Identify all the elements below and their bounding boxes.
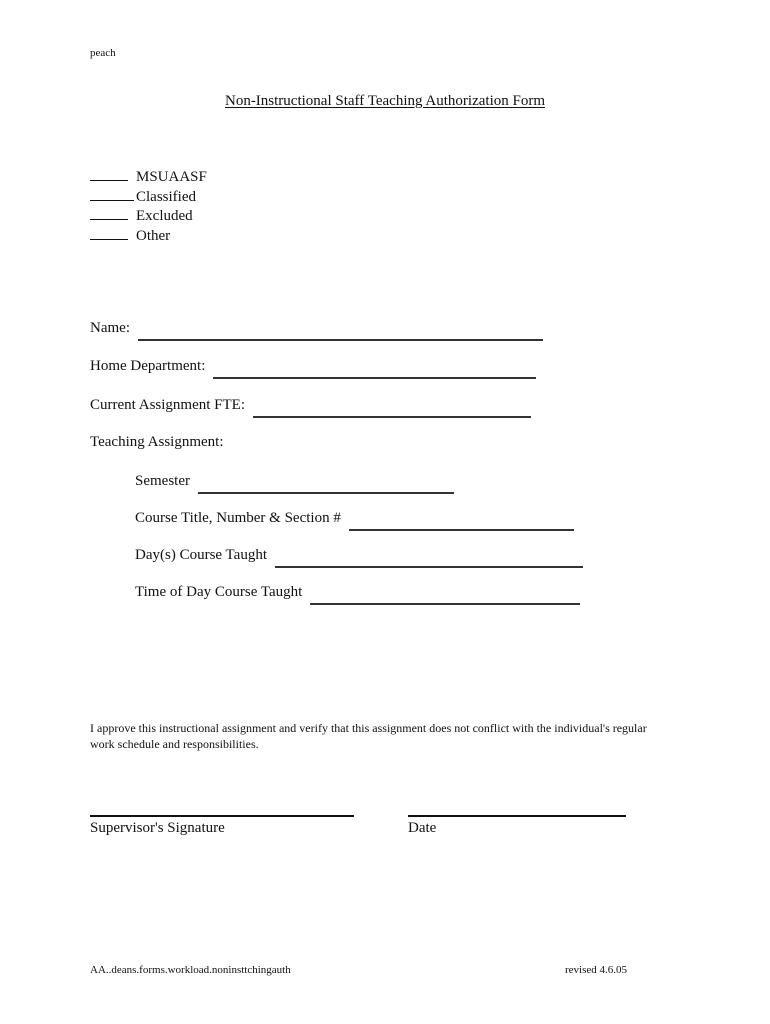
name-field [90,320,543,337]
category-item-classified [90,186,207,206]
semester-label: Semester [135,473,190,489]
category-item-other [90,225,207,245]
supervisor-signature-label: Supervisor's Signature [90,820,225,836]
footer-revision: revised 4.6.05 [565,964,628,976]
current-assignment-fte-input-line[interactable] [253,406,531,418]
approval-statement: I approve this instructional assignment and verify that this assignment does not conflict with the individual's regular work schedule and responsibilities. [90,721,647,751]
category-item-excluded [90,205,207,225]
days-course-taught-input-line[interactable] [275,556,583,568]
category-label: MSUAASF [136,169,207,185]
course-title-field [135,510,574,527]
time-of-day-field [135,584,580,601]
name-input-line[interactable] [138,329,543,341]
home-department-label: Home Department: [90,358,206,374]
corner-label: peach [90,47,116,59]
date-signature-line[interactable] [408,815,626,817]
current-assignment-fte-field [90,397,531,414]
days-course-taught-field [135,547,583,564]
category-label: Classified [136,188,196,205]
name-label: Name: [90,320,130,336]
category-blank[interactable] [90,186,134,201]
time-of-day-label: Time of Day Course Taught [135,584,303,600]
home-department-field [90,358,536,375]
course-title-label: Course Title, Number & Section # [135,510,341,526]
semester-input-line[interactable] [198,482,454,494]
time-of-day-input-line[interactable] [310,593,580,605]
semester-field [135,473,454,490]
category-checklist [90,166,207,244]
category-label: Excluded [136,208,193,224]
footer-file-path: AA..deans.forms.workload.noninsttchingauth [90,964,291,976]
category-blank[interactable] [90,225,128,240]
date-label: Date [408,820,437,836]
category-blank[interactable] [90,205,128,220]
teaching-assignment-heading [90,434,224,451]
home-department-input-line[interactable] [213,367,536,379]
form-title-container [0,93,770,110]
teaching-assignment-label: Teaching Assignment: [90,434,224,450]
form-title: Non-Instructional Staff Teaching Authorization Form [224,93,545,109]
category-item-msuaasf [90,166,207,186]
category-blank[interactable] [90,166,128,181]
course-title-input-line[interactable] [349,519,574,531]
supervisor-signature-line[interactable] [90,815,354,817]
days-course-taught-label: Day(s) Course Taught [135,547,267,563]
category-label: Other [136,227,171,244]
current-assignment-fte-label: Current Assignment FTE: [90,397,245,413]
